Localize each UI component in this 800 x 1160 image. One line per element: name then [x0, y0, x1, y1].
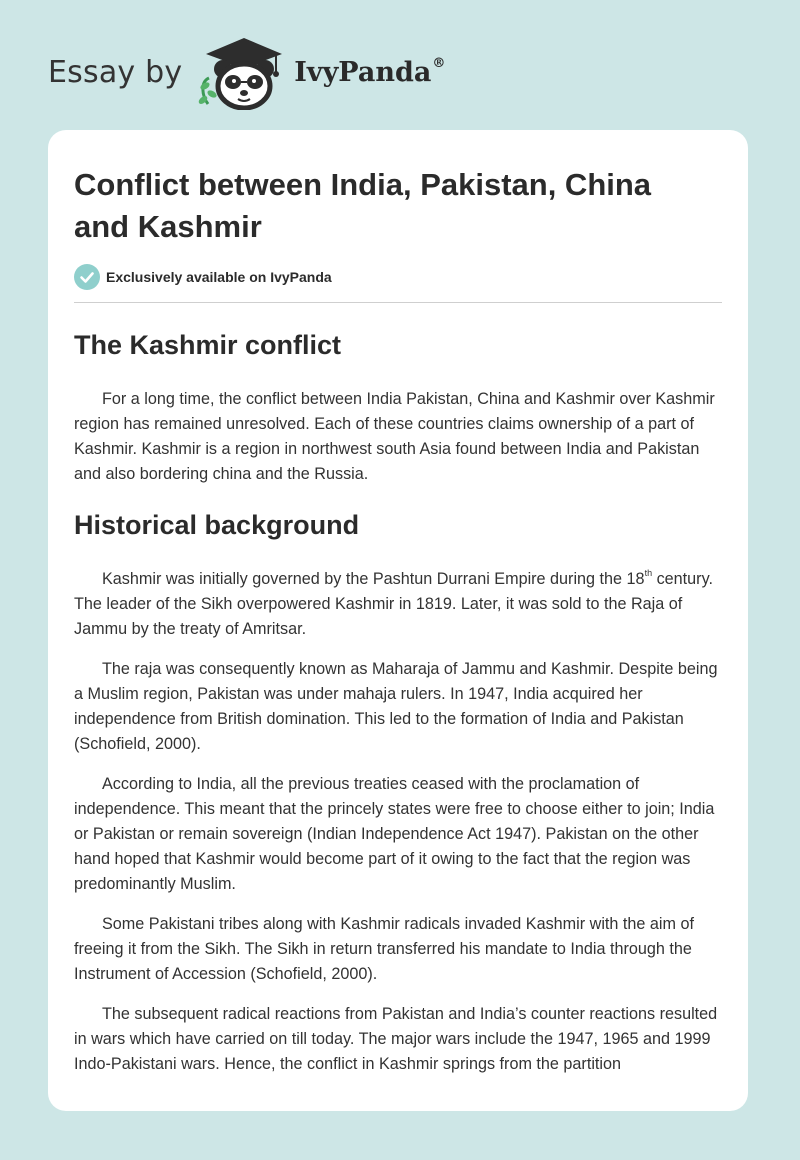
paragraph: The raja was consequently known as Maharaja of Jammu and Kashmir. Despite being a Muslim region, Pakistan was under mahaja rulers. In 1947, India acquired her independence from British domination. This led to the formation of India and Pakistan (Schofield, 2000). [74, 660, 718, 753]
exclusive-label: Exclusively available on IvyPanda [106, 269, 332, 285]
ivypanda-wordmark[interactable]: IvyPanda® [294, 56, 446, 88]
ivypanda-logo-icon[interactable] [196, 34, 292, 110]
essay-title: Conflict between India, Pakistan, China and Kashmir [74, 167, 652, 244]
exclusive-badge [74, 264, 722, 290]
section-heading: The Kashmir conflict [74, 330, 342, 360]
essay-by-label: Essay by [48, 54, 183, 90]
site-header [48, 34, 445, 110]
ordinal-superscript: th [644, 568, 653, 578]
paragraph: The subsequent radical reactions from Pakistan and India’s counter reactions resulted in wars which have carried on till today. The major wars include the 1947, 1965 and 1999 Indo-Pakistani wars. Hence, the conflict in Kashmir springs from the partition [74, 1005, 718, 1073]
paragraph: Kashmir was initially governed by the Pashtun Durrani Empire during the 18th century. The leader of the Sikh overpowered Kashmir in 1819. Later, it was sold to the Raja of Jammu by the treaty of Amritsar. [74, 568, 713, 638]
checkmark-circle-icon [74, 264, 100, 290]
paragraph: According to India, all the previous treaties ceased with the proclamation of independence. This meant that the princely states were free to choose either to join; India or Pakistan or remain sovereign (Indian Independence Act 1947). Pakistan on the other hand hoped that Kashmir would become part of it owing to the fact that the region was predominantly Muslim. [74, 775, 715, 893]
paragraph: For a long time, the conflict between India Pakistan, China and Kashmir over Kashmir region has remained unresolved. Each of these countries claims ownership of a part of Kashmir. Kashmir is a region in northwest south Asia found between India and Pakistan and also bordering china and the Russia. [74, 390, 715, 483]
paragraph: Some Pakistani tribes along with Kashmir radicals invaded Kashmir with the aim of freeing it from the Sikh. The Sikh in return transferred his mandate to India through the Instrument of Accession (Schofield, 2000). [74, 915, 695, 983]
title-divider [74, 302, 722, 303]
essay-card [48, 130, 748, 1111]
registered-mark: ® [432, 56, 446, 71]
section-heading: Historical background [74, 510, 360, 540]
